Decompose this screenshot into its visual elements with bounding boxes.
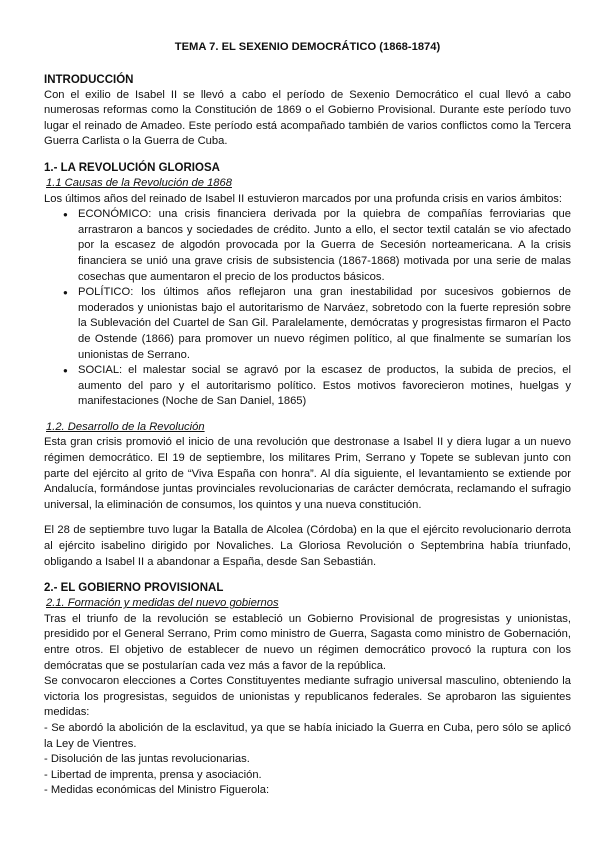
list-item-economico: ● ECONÓMICO: una crisis financiera derivada por la quiebra de compañías ferroviarias que arrastraron a bancos y sociedades de crédito. Junto a ello, el sector textil catalán se vio afectado por la escasez de algodón provocada por la Guerra de Secesión norteamericana. A la crisis financiera se unió una grave crisis de subsistencia (1867-1868) motivada por una serie de malas cosechas que aumentaron el precio de los productos básicos. xyxy=(78,207,571,285)
list-item-social: ● SOCIAL: el malestar social se agravó por la escasez de productos, la subida de precios, el aumento del paro y el autoritarismo político. Estos motivos favorecieron motines, huelgas y manifestaciones (Noche de San Daniel, 1865) xyxy=(78,363,571,410)
document-title: TEMA 7. EL SEXENIO DEMOCRÁTICO (1868-1874) xyxy=(174,41,441,53)
measure-item: - Disolución de las juntas revolucionarias. xyxy=(44,753,250,766)
subsection-1-2-paragraph-2: El 28 de septiembre tuvo lugar la Batalla de Alcolea (Córdoba) en la que el ejército revolucionario derrota al ejército isabelino dirigido por Novaliches. La Gloriosa Revolución o Septembrina había triunfado, obligando a Isabel II a abandonar a España, desde San Sebastián. xyxy=(44,524,571,568)
section-2-heading: 2.- EL GOBIERNO PROVISIONAL xyxy=(44,582,224,595)
subsection-1-1-intro: Los últimos años del reinado de Isabel II estuvieron marcados por una profunda crisis en varios ámbitos: xyxy=(44,192,563,205)
measure-item: - Libertad de imprenta, prensa y asociación. xyxy=(44,768,262,781)
list-item-politico: ● POLÍTICO: los últimos años reflejaron una gran inestabilidad por sucesivos gobiernos de moderados y unionistas bajo el autoritarismo de Narváez, sobretodo con la fuerte represión sobre la Sublevación del Cuartel de San Gil. Paralelamente, demócratas y progresistas firmaron el Pacto de Ostende (1866) para promover un nuevo régimen político, al que finalmente se sumarían los unionistas de Serrano. xyxy=(78,285,571,363)
subsection-2-1-title: 2.1. Formación y medidas del nuevo gobiernos xyxy=(46,597,279,610)
causes-list xyxy=(44,207,571,410)
document-page xyxy=(44,40,571,799)
measure-item: - Se abordó la abolición de la esclavitud, ya que se había iniciado la Guerra en Cuba, pero sólo se aplicó la Ley de Vientres. xyxy=(44,721,571,750)
subsection-1-2-paragraph-1: Esta gran crisis promovió el inicio de una revolución que destronase a Isabel II y diera lugar a un nuevo régimen democrático. El 19 de septiembre, los militares Prim, Serrano y Topete se sublevan junto con parte del ejército al grito de “Viva España con honra”. Al día siguiente, el levantamiento se extiende por Andalucía, formándose juntas provinciales revolucionarias de carácter demócrata, reclamando el sufragio universal, la eliminación de consumos, los quintos y una nueva constitución. xyxy=(44,436,571,511)
subsection-2-1-paragraph-2: Se convocaron elecciones a Cortes Constituyentes mediante sufragio universal masculino, obteniendo la victoria los progresistas, seguidos de unionistas y republicanos federales. Se aprobaron las siguientes medidas: xyxy=(44,675,571,719)
subsection-1-2-title: 1.2. Desarrollo de la Revolución xyxy=(46,420,205,433)
intro-heading: INTRODUCCIÓN xyxy=(44,73,134,86)
section-1-heading: 1.- LA REVOLUCIÓN GLORIOSA xyxy=(44,161,220,174)
measure-item: - Medidas económicas del Ministro Figuerola: xyxy=(44,784,270,797)
subsection-1-1-title: 1.1 Causas de la Revolución de 1868 xyxy=(46,176,232,189)
intro-paragraph: Con el exilio de Isabel II se llevó a cabo el período de Sexenio Democrático el cual llevó a cabo numerosas reformas como la Constitución de 1869 o el Gobierno Provisional. Durante este período tuvo lugar el reinado de Amadeo. Este período está acompañado también de varios conflictos como la Tercera Guerra Carlista o la Guerra de Cuba. xyxy=(44,88,571,148)
subsection-2-1-paragraph-1: Tras el triunfo de la revolución se estableció un Gobierno Provisional de progresistas y unionistas, presidido por el General Serrano, Prim como ministro de Guerra, Sagasta como ministro de Gobernación, entre otros. El objetivo de establecer de nuevo un régimen democrático provocó la ruptura con los demócratas que se postularían cada vez más a favor de la república. xyxy=(44,612,571,672)
